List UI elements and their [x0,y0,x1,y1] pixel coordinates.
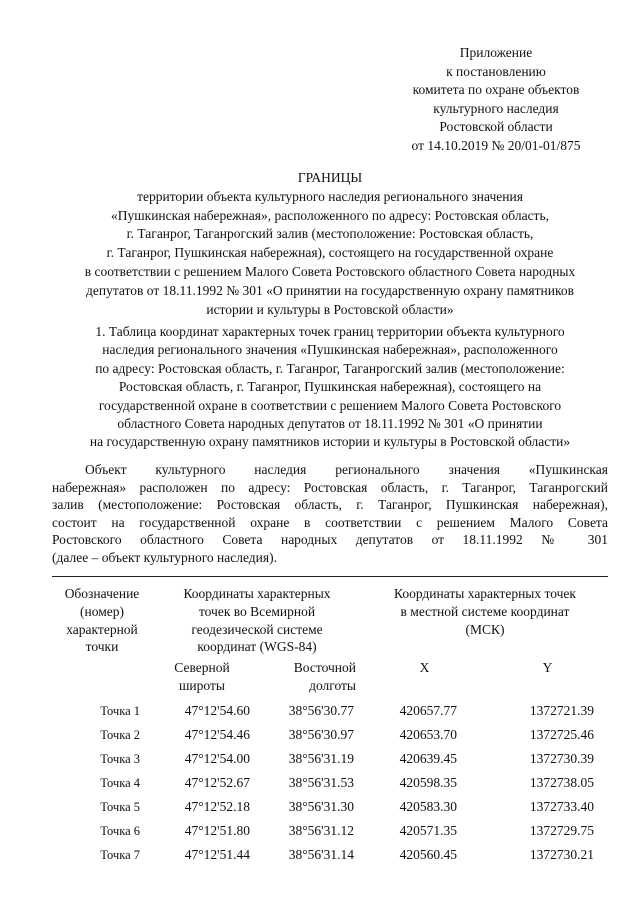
point-x: 420571.35 [399,823,457,838]
paragraph-line: Объект культурного наследия регионального значения «Пушкинская [85,462,608,477]
section-line: 1. Таблица координат характерных точек границ территории объекта культурного [95,324,565,339]
point-longitude: 38°56'31.14 [288,847,354,862]
table-row [52,795,608,819]
section-line: областного Совета народных депутатов от 18.11.1992 № 301 «О принятии [117,416,543,432]
point-x: 420639.45 [399,751,457,766]
subheader-x: X [419,660,430,675]
point-y: 1372730.39 [529,751,594,766]
table-row [52,819,608,843]
table-row [52,771,608,795]
point-longitude: 38°56'31.19 [288,751,354,766]
section-line: наследия регионального значения «Пушкинская набережная», расположенного [102,342,558,358]
section-1-heading [40,323,620,452]
point-longitude: 38°56'31.12 [288,823,354,838]
paragraph-line: залив (местоположение: Ростовская область, г. Таганрог, Пушкинская набережная), [52,497,608,513]
title-line: истории и культуры в Ростовской области» [206,301,454,317]
point-x: 420598.35 [399,775,457,790]
point-y: 1372729.75 [529,823,594,838]
point-latitude: 47°12'52.18 [184,799,250,814]
title-line: «Пушкинская набережная», расположенного по адресу: Ростовская область, [111,207,549,223]
table-subheader-row [52,659,608,699]
paragraph-line: состоит на государственной охране в соответствии с решением Малого Совета [52,514,608,530]
section-line: государственной охране в соответствии с решением Малого Совета Ростовского [98,397,562,413]
point-x: 420583.30 [399,799,457,814]
appendix-line: Ростовской области [439,119,553,135]
point-y: 1372733.40 [529,799,594,814]
table-row [52,699,608,723]
section-line: на государственную охрану памятников истории и культуры в Ростовской области» [89,434,571,450]
point-y: 1372725.46 [529,727,594,742]
title-line: г. Таганрог, Таганрогский залив (местоположение: Ростовская область, [126,226,534,242]
point-longitude: 38°56'30.97 [288,727,354,742]
point-longitude: 38°56'30.77 [288,703,354,718]
table-row [52,723,608,747]
table-row [52,843,608,867]
point-name: Точка 7 [100,848,140,862]
point-y: 1372721.39 [529,703,594,718]
point-x: 420560.45 [399,847,457,862]
point-x: 420653.70 [399,727,457,742]
appendix-line: культурного наследия [433,100,559,116]
table-header-row [52,577,608,659]
paragraph-line: набережная» расположен по адресу: Ростовская область, г. Таганрог, Таганрогский [52,479,608,495]
title-line: в соответствии с решением Малого Совета Ростовского областного Совета народных [84,263,576,279]
point-longitude: 38°56'31.30 [288,799,354,814]
appendix-line: комитета по охране объектов [412,82,580,98]
paragraph-line: Ростовского областного Совета народных депутатов от 18.11.1992 № 301 [52,532,608,548]
title-line: территории объекта культурного наследия регионального значения [137,188,523,204]
point-y: 1372730.21 [529,847,594,862]
table-row [52,747,608,771]
title-line: депутатов от 18.11.1992 № 301 «О принятии на государственную охрану памятников [86,282,574,298]
header-wgs84: Координаты характерных точек во Всемирной геодезической системе координат (WGS-84) [183,586,331,655]
point-latitude: 47°12'54.00 [184,751,250,766]
point-latitude: 47°12'51.44 [184,847,250,862]
point-y: 1372738.05 [529,775,594,790]
paragraph-line: (далее – объект культурного наследия). [52,549,277,565]
point-x: 420657.77 [399,703,457,718]
title-heading: ГРАНИЦЫ [297,170,363,185]
header-designation: Обозначение (номер) характерной точки [64,586,140,655]
subheader-y: Y [542,660,553,675]
subheader-east-longitude: Восточной долготы [293,660,356,693]
point-name: Точка 4 [100,776,140,790]
point-name: Точка 1 [100,704,140,718]
description-paragraph [52,461,608,567]
point-name: Точка 2 [100,728,140,742]
appendix-date: от 14.10.2019 № 20/01-01/875 [411,137,581,153]
section-line: по адресу: Ростовская область, г. Таганрог, Таганрогский залив (местоположение: [95,360,565,376]
point-latitude: 47°12'54.46 [184,727,250,742]
point-latitude: 47°12'51.80 [184,823,250,838]
point-longitude: 38°56'31.53 [288,775,354,790]
coordinates-table [52,576,608,867]
title-line: г. Таганрог, Пушкинская набережная), состоящего на государственной охране [106,245,554,261]
appendix-line: к постановлению [446,63,546,79]
subheader-empty [52,659,152,699]
point-latitude: 47°12'52.67 [184,775,250,790]
point-latitude: 47°12'54.60 [184,703,250,718]
section-line: Ростовская область, г. Таганрог, Пушкинская набережная), состоящего на [118,379,542,395]
point-name: Точка 3 [100,752,140,766]
header-msk: Координаты характерных точек в местной системе координат (МСК) [394,586,576,637]
appendix-line: Приложение [459,45,533,60]
appendix-header [390,44,602,156]
subheader-north-latitude: Северной широты [174,660,230,693]
point-name: Точка 5 [100,800,140,814]
point-name: Точка 6 [100,824,140,838]
document-title [40,169,620,319]
